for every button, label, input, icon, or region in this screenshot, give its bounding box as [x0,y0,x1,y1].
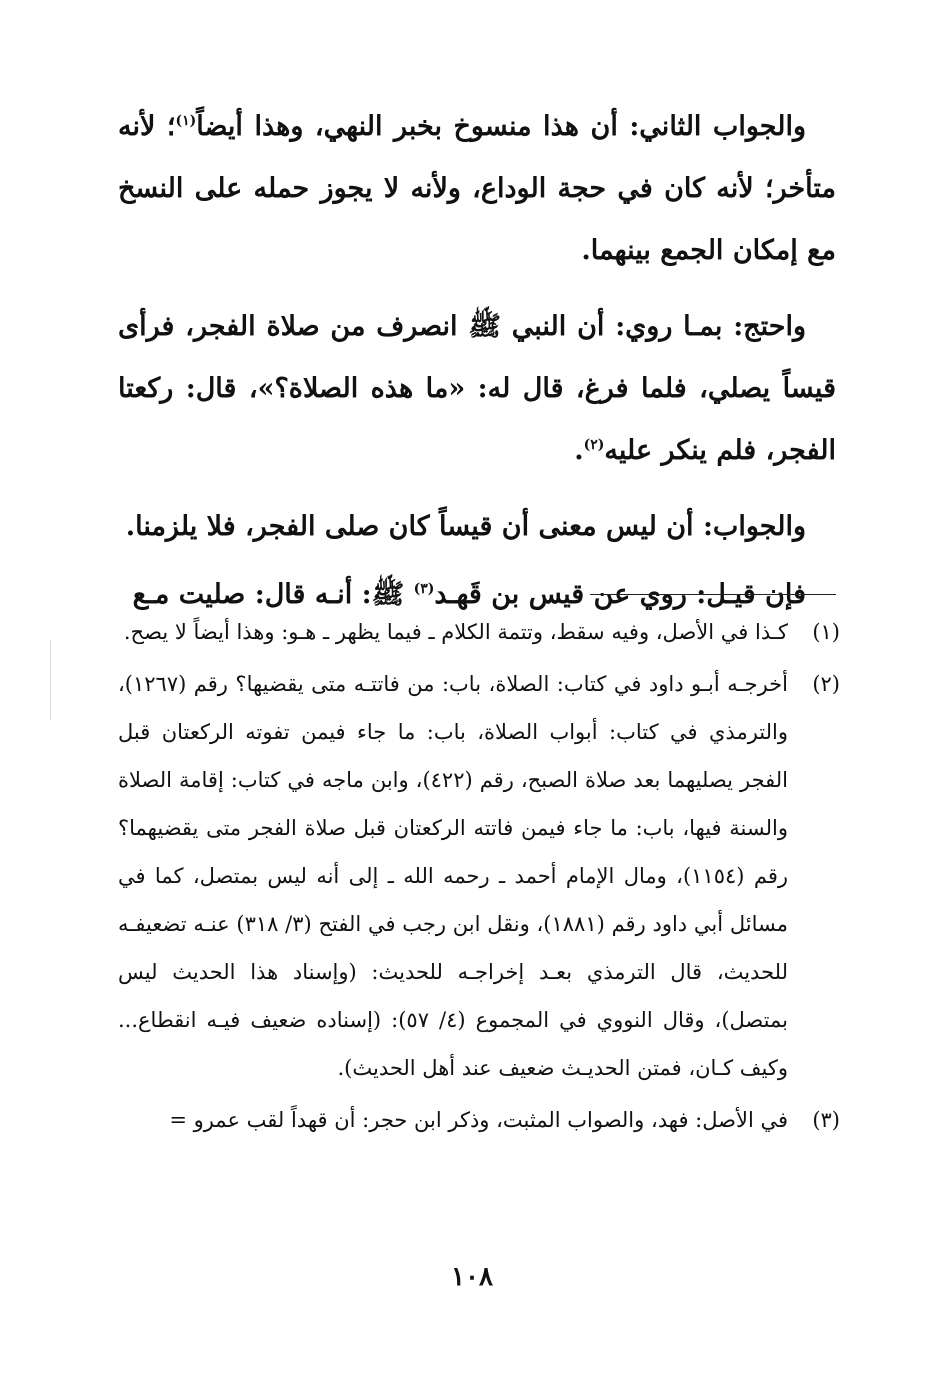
footnote-2 [118,660,840,1092]
footnote-separator [590,594,836,595]
footnote-3 [118,1096,840,1144]
paragraph-argument [118,296,836,482]
paragraph-second-answer [118,96,836,282]
footnote-ref-1: (١) [175,113,197,129]
footnote-ref-3: (٣) [413,581,435,597]
footnotes-section [118,608,840,1148]
paragraph-text: فإن قيـل: روي عن قيس بن قَهـد [434,579,806,610]
footnote-number: (٣) [812,1108,840,1132]
paragraph-text: واحتج: بمـا روي: أن النبي ﷺ انصرف من صلاة الفجر، فرأى قيساً يصلي، فلما فرغ، قال له: «ما هذه الصلاة؟»، قال: ركعتا الفجر، فلم ينكر عليه [118,311,836,466]
footnote-text: كـذا في الأصل، وفيه سقط، وتتمة الكلام ـ فيما يظهر ـ هـو: وهذا أيضاً لا يصح. [123,620,788,644]
paragraph-text: ؛ لأنه متأخر؛ لأنه كان في حجة الوداع، ولأنه لا يجوز حمله على النسخ مع إمكان الجمع بينهما. [118,111,836,266]
paragraph-text: والجواب الثاني: أن هذا منسوخ بخبر النهي، وهذا أيضاً [196,111,806,142]
page-number: ١٠٨ [451,1262,493,1292]
paragraph-text: . [574,435,584,466]
footnote-text: أخرجـه أبـو داود في كتاب: الصلاة، باب: من فاتتـه متى يقضيها؟ رقم (١٢٦٧)، والترمذي في كتاب: أبواب الصلاة، باب: ما جاء فيمن تفوته الركعتان قبل الفجر يصليهما بعد صلاة الصبح، رقم (٤٢٢)، وابن ماجه في كتاب: إقامة الصلاة والسنة فيها، باب: ما جاء فيمن فاتته الركعتان قبل صلاة الفجر متى يقضيهما؟ رقم (١١٥٤)، ومال الإمام أحمد ـ رحمه الله ـ إلى أنه ليس بمتصل، كما في مسائل أبي داود رقم (١٨٨١)، ونقل ابن رجب في الفتح (٣/ ٣١٨) عنـه تضعيفـه للحديث، قال الترمذي بعـد إخراجـه للحديث: (وإسناد هذا الحديث ليس بمتصل)، وقال النووي في المجموع (٤/ ٥٧): (إسناده ضعيف فيـه انقطاع... وكيف كـان، فمتن الحديـث ضعيف عند أهل الحديث). [118,672,788,1080]
paragraph-answer [118,496,836,558]
footnote-number: (٢) [812,672,840,696]
paragraph-text: والجواب: أن ليس معنى أن قيساً كان صلى الفجر، فلا يلزمنا. [125,511,806,542]
footnote-1 [118,608,840,656]
footnote-number: (١) [812,620,840,644]
main-text-body [118,96,836,626]
paragraph-text: ﷺ: أنـه قال: صليت مـع [132,579,414,610]
footnote-ref-2: (٢) [583,437,605,453]
scan-margin-mark [50,640,51,720]
footnote-text: في الأصل: فهد، والصواب المثبت، وذكر ابن حجر: أن قهداً لقب عمرو = [169,1108,788,1132]
